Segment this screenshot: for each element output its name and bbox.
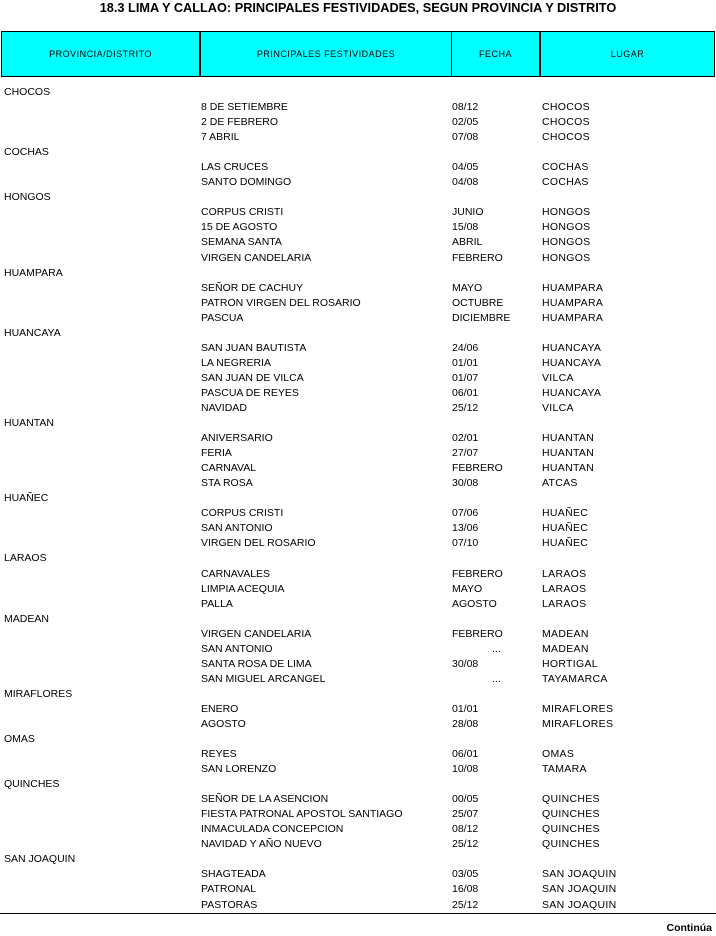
lugar-cell: COCHAS — [542, 176, 589, 189]
fecha-cell: 02/01 — [452, 432, 479, 445]
fecha-cell: 16/08 — [452, 883, 479, 896]
lugar-cell: MIRAFLORES — [542, 702, 614, 715]
fecha-cell: 10/08 — [452, 763, 479, 776]
lugar-cell: HONGOS — [542, 236, 591, 249]
festividad-cell: 15 DE AGOSTO — [201, 221, 278, 234]
table-row — [0, 100, 716, 115]
table-row — [0, 837, 716, 852]
district-row — [0, 687, 716, 702]
fecha-cell: 06/01 — [452, 386, 479, 399]
district-row — [0, 85, 716, 100]
table-row — [0, 446, 716, 461]
fecha-cell: 03/05 — [452, 868, 479, 881]
district-row — [0, 266, 716, 281]
table-row — [0, 160, 716, 175]
lugar-cell: HUANTAN — [542, 432, 595, 445]
festividad-cell: PATRONAL — [201, 883, 257, 896]
festividad-cell: SANTA ROSA DE LIMA — [201, 657, 312, 670]
fecha-cell: 01/01 — [452, 356, 479, 369]
table-row — [0, 521, 716, 536]
fecha-cell: DICIEMBRE — [452, 311, 511, 324]
fecha-cell: 13/06 — [452, 522, 479, 535]
district-name: QUINCHES — [4, 778, 60, 791]
fecha-cell: 28/08 — [452, 717, 479, 730]
table-row — [0, 567, 716, 582]
lugar-cell: HONGOS — [542, 206, 591, 219]
header-lugar: LUGAR — [610, 49, 645, 59]
fecha-cell: 25/12 — [452, 401, 479, 414]
lugar-cell: HONGOS — [542, 221, 591, 234]
district-row — [0, 612, 716, 627]
fecha-cell: 04/05 — [452, 161, 479, 174]
fecha-cell: 07/06 — [452, 507, 479, 520]
district-name: HUAÑEC — [4, 492, 49, 505]
district-row — [0, 777, 716, 792]
fecha-cell: 24/06 — [452, 341, 479, 354]
festividad-cell: PASCUA — [201, 311, 244, 324]
page-title: 18.3 LIMA Y CALLAO: PRINCIPALES FESTIVIDADES, SEGUN PROVINCIA Y DISTRITO — [99, 0, 617, 15]
lugar-cell: TAMARA — [542, 763, 587, 776]
lugar-cell: HUAMPARA — [542, 311, 604, 324]
header-principales-festividades: PRINCIPALES FESTIVIDADES — [201, 32, 452, 76]
lugar-cell: HUANTAN — [542, 462, 595, 475]
fecha-cell: 08/12 — [452, 823, 479, 836]
lugar-cell: SAN JOAQUIN — [542, 883, 617, 896]
table-row — [0, 205, 716, 220]
table-row — [0, 536, 716, 551]
table-row — [0, 235, 716, 250]
lugar-cell: QUINCHES — [542, 808, 600, 821]
lugar-cell: SAN JOAQUIN — [542, 898, 617, 911]
lugar-cell: HUANCAYA — [542, 356, 602, 369]
table-row — [0, 822, 716, 837]
fecha-cell: ABRIL — [452, 236, 483, 249]
festividad-cell: REYES — [201, 748, 237, 761]
fecha-cell: 06/01 — [452, 748, 479, 761]
district-row — [0, 190, 716, 205]
table-row — [0, 717, 716, 732]
festividad-cell: NAVIDAD Y AÑO NUEVO — [201, 838, 322, 851]
fecha-cell: ... — [492, 672, 501, 685]
festividad-cell: SEÑOR DE LA ASENCION — [201, 793, 329, 806]
fecha-cell: FEBRERO — [452, 251, 503, 264]
lugar-cell: CHOCOS — [542, 116, 590, 129]
fecha-cell: 04/08 — [452, 176, 479, 189]
festividad-cell: SAN ANTONIO — [201, 642, 273, 655]
lugar-cell: TAYAMARCA — [542, 672, 608, 685]
fecha-cell: 15/08 — [452, 221, 479, 234]
festividad-cell: SAN JUAN BAUTISTA — [201, 341, 307, 354]
table-row — [0, 341, 716, 356]
table-row — [0, 115, 716, 130]
festividad-cell: SEMANA SANTA — [201, 236, 282, 249]
header-fecha: FECHA — [452, 32, 541, 76]
lugar-cell: HUAÑEC — [542, 522, 589, 535]
lugar-cell: VILCA — [542, 371, 574, 384]
table-row — [0, 762, 716, 777]
lugar-cell: HUANCAYA — [542, 341, 602, 354]
district-name: COCHAS — [4, 146, 49, 159]
lugar-cell: HORTIGAL — [542, 657, 598, 670]
lugar-cell: LARAOS — [542, 567, 587, 580]
district-name: HUANTAN — [4, 417, 54, 430]
table-row — [0, 461, 716, 476]
district-name: CHOCOS — [4, 86, 51, 98]
table-body — [0, 85, 716, 913]
district-row — [0, 551, 716, 566]
table-row — [0, 898, 716, 913]
table-row — [0, 807, 716, 822]
festividad-cell: NAVIDAD — [201, 401, 247, 414]
festividad-cell: LA NEGRERIA — [201, 356, 272, 369]
fecha-cell: MAYO — [452, 582, 483, 595]
table-row — [0, 371, 716, 386]
fecha-cell: FEBRERO — [452, 567, 503, 580]
festividad-cell: AGOSTO — [201, 717, 246, 730]
district-name: OMAS — [4, 733, 35, 746]
fecha-cell: 07/10 — [452, 537, 479, 550]
festividad-cell: ENERO — [201, 702, 239, 715]
district-row — [0, 732, 716, 747]
lugar-cell: SAN JOAQUIN — [542, 868, 617, 881]
lugar-cell: QUINCHES — [542, 838, 600, 851]
lugar-cell: HUAMPARA — [542, 296, 604, 309]
lugar-cell: HUAÑEC — [542, 507, 589, 520]
lugar-cell: QUINCHES — [542, 793, 600, 806]
festividad-cell: CORPUS CRISTI — [201, 206, 284, 219]
lugar-cell: QUINCHES — [542, 823, 600, 836]
fecha-cell: 01/07 — [452, 371, 479, 384]
table-row — [0, 431, 716, 446]
district-row — [0, 416, 716, 431]
table-row — [0, 747, 716, 762]
fecha-cell: 30/08 — [452, 657, 479, 670]
fecha-cell: 25/12 — [452, 838, 479, 851]
district-row — [0, 326, 716, 341]
fecha-cell: 30/08 — [452, 477, 479, 490]
fecha-cell: ... — [492, 642, 501, 655]
lugar-cell: HUANCAYA — [542, 386, 602, 399]
festividad-cell: CORPUS CRISTI — [201, 507, 284, 520]
fecha-cell: 07/08 — [452, 131, 479, 144]
lugar-cell: HONGOS — [542, 251, 591, 264]
table-row — [0, 506, 716, 521]
festividad-cell: VIRGEN CANDELARIA — [201, 251, 312, 264]
festividad-cell: 2 DE FEBRERO — [201, 116, 279, 129]
festividad-cell: SANTO DOMINGO — [201, 176, 292, 189]
lugar-cell: LARAOS — [542, 582, 587, 595]
table-row — [0, 281, 716, 296]
fecha-cell: FEBRERO — [452, 627, 503, 640]
table-row — [0, 702, 716, 717]
festividad-cell: PASCUA DE REYES — [201, 386, 299, 399]
festividad-cell: VIRGEN CANDELARIA — [201, 627, 312, 640]
festividad-cell: PALLA — [201, 597, 233, 610]
table-row — [0, 386, 716, 401]
festividad-cell: CARNAVAL — [201, 462, 257, 475]
district-name: SAN JOAQUIN — [4, 853, 76, 866]
festividad-cell: SAN MIGUEL ARCANGEL — [201, 672, 326, 685]
district-name: HONGOS — [4, 191, 51, 204]
table-row — [0, 220, 716, 235]
fecha-cell: 25/12 — [452, 898, 479, 911]
festividad-cell: FERIA — [201, 447, 232, 460]
lugar-cell: COCHAS — [542, 161, 589, 174]
festividad-cell: STA ROSA — [201, 477, 253, 490]
table-row — [0, 672, 716, 687]
table-row — [0, 476, 716, 491]
festividad-cell: LIMPIA ACEQUIA — [201, 582, 285, 595]
lugar-cell: HUAMPARA — [542, 281, 604, 294]
lugar-cell: ATCAS — [542, 477, 578, 490]
table-row — [0, 296, 716, 311]
fecha-cell: 08/12 — [452, 101, 479, 114]
lugar-cell: VILCA — [542, 401, 574, 414]
table-row — [0, 657, 716, 672]
table-row — [0, 175, 716, 190]
district-row — [0, 145, 716, 160]
festividad-cell: FIESTA PATRONAL APOSTOL SANTIAGO — [201, 808, 403, 821]
festividad-cell: INMACULADA CONCEPCION — [201, 823, 344, 836]
fecha-cell: 01/01 — [452, 702, 479, 715]
header-provincia-distrito: PROVINCIA/DISTRITO — [2, 32, 201, 76]
lugar-cell: LARAOS — [542, 597, 587, 610]
table-row — [0, 627, 716, 642]
festividad-cell: PATRON VIRGEN DEL ROSARIO — [201, 296, 361, 309]
festividad-cell: VIRGEN DEL ROSARIO — [201, 537, 316, 550]
festividad-cell: 7 ABRIL — [201, 131, 240, 144]
table-row — [0, 582, 716, 597]
table-row — [0, 356, 716, 371]
lugar-cell: HUAÑEC — [542, 537, 589, 550]
fecha-cell: 27/07 — [452, 447, 479, 460]
fecha-cell: 00/05 — [452, 793, 479, 806]
festividad-cell: 8 DE SETIEMBRE — [201, 101, 288, 114]
district-name: LARAOS — [4, 552, 47, 565]
district-name: MIRAFLORES — [4, 687, 73, 700]
table-row — [0, 792, 716, 807]
fecha-cell: 02/05 — [452, 116, 479, 129]
continua-label: Continúa — [666, 922, 712, 934]
lugar-cell: MADEAN — [542, 627, 589, 640]
table-header — [1, 31, 715, 77]
table-row — [0, 251, 716, 266]
festividad-cell: LAS CRUCES — [201, 161, 269, 174]
fecha-cell: 25/07 — [452, 808, 479, 821]
fecha-cell: MAYO — [452, 281, 483, 294]
festividad-cell: SEÑOR DE CACHUY — [201, 281, 304, 294]
district-name: HUAMPARA — [4, 266, 63, 279]
fecha-cell: OCTUBRE — [452, 296, 504, 309]
fecha-cell: AGOSTO — [452, 597, 497, 610]
table-row — [0, 642, 716, 657]
table-row — [0, 882, 716, 897]
festividad-cell: ANIVERSARIO — [201, 432, 273, 445]
fecha-cell: FEBRERO — [452, 462, 503, 475]
table-row — [0, 597, 716, 612]
district-name: MADEAN — [4, 612, 49, 625]
district-row — [0, 491, 716, 506]
table-row — [0, 130, 716, 145]
lugar-cell: HUANTAN — [542, 447, 595, 460]
festividad-cell: SAN LORENZO — [201, 763, 277, 776]
table-row — [0, 401, 716, 416]
table-row — [0, 311, 716, 326]
fecha-cell: JUNIO — [452, 206, 484, 219]
lugar-cell: CHOCOS — [542, 131, 590, 144]
lugar-cell: OMAS — [542, 748, 575, 761]
festividad-cell: PASTORAS — [201, 898, 258, 911]
festividad-cell: SAN ANTONIO — [201, 522, 273, 535]
festividad-cell: SHAGTEADA — [201, 868, 266, 881]
table-row — [0, 867, 716, 882]
district-row — [0, 852, 716, 867]
bottom-rule — [0, 913, 716, 914]
lugar-cell: CHOCOS — [542, 101, 590, 114]
festividad-cell: CARNAVALES — [201, 567, 271, 580]
lugar-cell: MADEAN — [542, 642, 589, 655]
lugar-cell: MIRAFLORES — [542, 717, 614, 730]
district-name: HUANCAYA — [4, 326, 61, 339]
festividad-cell: SAN JUAN DE VILCA — [201, 371, 304, 384]
